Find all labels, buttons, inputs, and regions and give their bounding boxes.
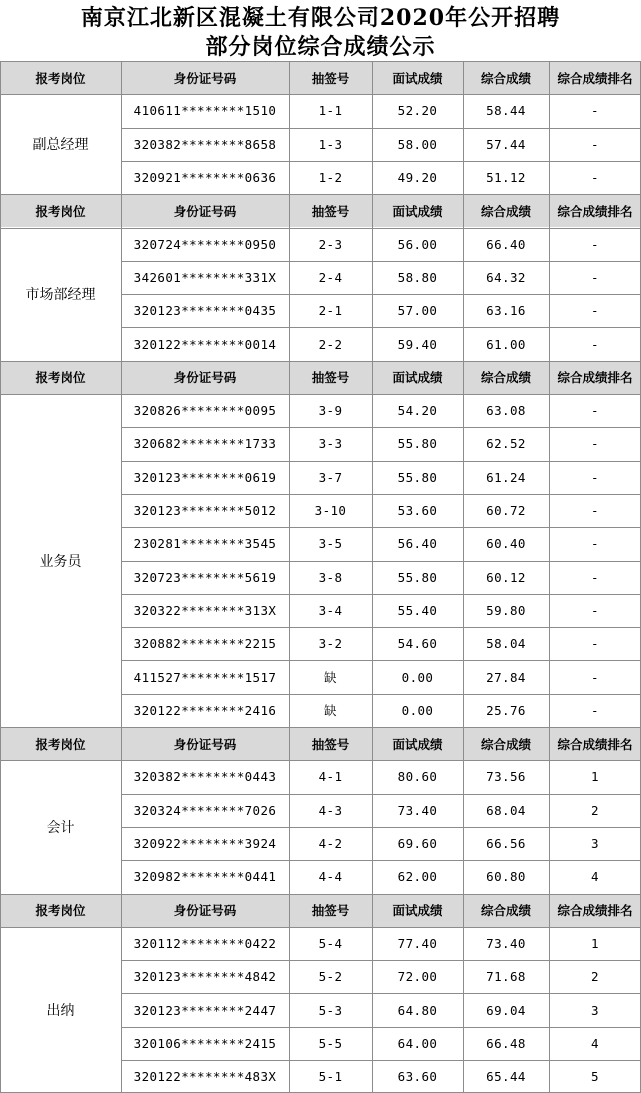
draw-number: 3-4 bbox=[318, 602, 343, 618]
draw-number: 3-2 bbox=[318, 636, 343, 652]
grid-line bbox=[0, 228, 641, 229]
draw-number: 3-3 bbox=[318, 436, 343, 452]
composite-rank: - bbox=[591, 702, 599, 718]
header-interview-score: 面试成绩 bbox=[372, 894, 463, 927]
id-number: 320322********313X bbox=[133, 602, 277, 618]
page-subtitle: 部分岗位综合成绩公示 bbox=[205, 34, 436, 60]
interview-score: 69.60 bbox=[397, 836, 438, 852]
draw-number: 1-1 bbox=[318, 103, 343, 119]
grid-line bbox=[121, 461, 641, 462]
composite-score: 68.04 bbox=[486, 802, 526, 818]
composite-score: 59.80 bbox=[486, 602, 526, 618]
grid-line bbox=[0, 760, 641, 761]
id-number: 230281********3545 bbox=[133, 536, 277, 552]
id-number: 320723********5619 bbox=[133, 569, 277, 585]
interview-score: 53.60 bbox=[397, 503, 438, 519]
grid-line bbox=[121, 660, 641, 661]
composite-rank: - bbox=[591, 536, 599, 552]
id-number: 320982********0441 bbox=[133, 869, 277, 885]
composite-score: 27.84 bbox=[486, 669, 526, 685]
composite-score: 66.40 bbox=[486, 236, 526, 252]
draw-number: 2-4 bbox=[318, 269, 343, 285]
id-number: 320826********0095 bbox=[133, 403, 277, 419]
composite-rank: - bbox=[591, 103, 599, 119]
grid-line bbox=[0, 194, 641, 195]
composite-rank: - bbox=[591, 303, 599, 319]
draw-number: 4-4 bbox=[318, 869, 343, 885]
interview-score: 64.00 bbox=[397, 1035, 438, 1051]
interview-score: 52.20 bbox=[397, 103, 438, 119]
interview-score: 73.40 bbox=[397, 802, 438, 818]
id-number: 320324********7026 bbox=[133, 802, 277, 818]
grid-line bbox=[121, 61, 122, 1093]
grid-line bbox=[549, 61, 550, 1093]
header-composite-score: 综合成绩 bbox=[463, 361, 549, 394]
id-number: 320122********483X bbox=[133, 1069, 277, 1085]
id-number: 320122********0014 bbox=[133, 336, 277, 352]
composite-score: 64.32 bbox=[486, 269, 526, 285]
interview-score: 54.20 bbox=[397, 403, 438, 419]
draw-number: 1-2 bbox=[318, 170, 343, 186]
interview-score: 55.80 bbox=[397, 469, 438, 485]
id-number: 320382********0443 bbox=[133, 769, 277, 785]
header-draw-number: 抽签号 bbox=[289, 727, 372, 760]
id-number: 342601********331X bbox=[133, 269, 277, 285]
id-number: 320882********2215 bbox=[133, 636, 277, 652]
draw-number: 3-10 bbox=[314, 503, 347, 519]
header-id-number: 身份证号码 bbox=[121, 194, 289, 227]
composite-rank: - bbox=[591, 269, 599, 285]
draw-number: 3-5 bbox=[318, 536, 343, 552]
header-composite-rank: 综合成绩排名 bbox=[549, 194, 641, 227]
draw-number: 3-7 bbox=[318, 469, 343, 485]
interview-score: 49.20 bbox=[397, 170, 438, 186]
id-number: 320921********0636 bbox=[133, 170, 277, 186]
header-interview-score: 面试成绩 bbox=[372, 194, 463, 227]
composite-score: 65.44 bbox=[486, 1069, 526, 1085]
position-name: 市场部经理 bbox=[25, 287, 96, 304]
composite-rank: - bbox=[591, 170, 599, 186]
grid-line bbox=[463, 61, 464, 1093]
id-number: 320112********0422 bbox=[133, 935, 277, 951]
header-position: 报考岗位 bbox=[0, 361, 121, 394]
header-interview-score: 面试成绩 bbox=[372, 61, 463, 94]
draw-number: 5-1 bbox=[318, 1069, 343, 1085]
composite-score: 58.44 bbox=[486, 103, 526, 119]
draw-number: 4-1 bbox=[318, 769, 343, 785]
composite-rank: - bbox=[591, 569, 599, 585]
composite-rank: - bbox=[591, 403, 599, 419]
header-position: 报考岗位 bbox=[0, 727, 121, 760]
composite-rank: 4 bbox=[591, 1035, 599, 1051]
composite-score: 60.80 bbox=[486, 869, 526, 885]
composite-rank: 5 bbox=[591, 1069, 599, 1085]
interview-score: 59.40 bbox=[397, 336, 438, 352]
header-composite-score: 综合成绩 bbox=[463, 194, 549, 227]
header-interview-score: 面试成绩 bbox=[372, 727, 463, 760]
composite-rank: - bbox=[591, 469, 599, 485]
grid-line bbox=[121, 527, 641, 528]
id-number: 320682********1733 bbox=[133, 436, 277, 452]
grid-line bbox=[121, 594, 641, 595]
header-composite-score: 综合成绩 bbox=[463, 727, 549, 760]
composite-rank: - bbox=[591, 636, 599, 652]
interview-score: 55.80 bbox=[397, 436, 438, 452]
id-number: 320123********4842 bbox=[133, 969, 277, 985]
grid-line bbox=[121, 1027, 641, 1028]
composite-score: 58.04 bbox=[486, 636, 526, 652]
composite-rank: 4 bbox=[591, 869, 599, 885]
interview-score: 63.60 bbox=[397, 1069, 438, 1085]
grid-line bbox=[121, 561, 641, 562]
id-number: 320106********2415 bbox=[133, 1035, 277, 1051]
interview-score: 62.00 bbox=[397, 869, 438, 885]
composite-rank: - bbox=[591, 503, 599, 519]
id-number: 320123********2447 bbox=[133, 1002, 277, 1018]
position-name: 副总经理 bbox=[32, 137, 89, 154]
grid-line bbox=[0, 727, 641, 728]
composite-score: 66.56 bbox=[486, 836, 526, 852]
grid-line bbox=[121, 161, 641, 162]
header-composite-rank: 综合成绩排名 bbox=[549, 727, 641, 760]
composite-score: 57.44 bbox=[486, 136, 526, 152]
composite-rank: - bbox=[591, 436, 599, 452]
id-number: 320922********3924 bbox=[133, 836, 277, 852]
draw-number: 5-3 bbox=[318, 1002, 343, 1018]
grid-line bbox=[121, 827, 641, 828]
header-draw-number: 抽签号 bbox=[289, 894, 372, 927]
header-composite-rank: 综合成绩排名 bbox=[549, 894, 641, 927]
interview-score: 55.40 bbox=[397, 602, 438, 618]
grid-line bbox=[121, 427, 641, 428]
id-number: 320123********0435 bbox=[133, 303, 277, 319]
grid-line bbox=[121, 627, 641, 628]
results-table bbox=[0, 61, 641, 1083]
composite-rank: - bbox=[591, 669, 599, 685]
interview-score: 64.80 bbox=[397, 1002, 438, 1018]
id-number: 320123********0619 bbox=[133, 469, 277, 485]
interview-score: 57.00 bbox=[397, 303, 438, 319]
composite-score: 71.68 bbox=[486, 969, 526, 985]
interview-score: 56.00 bbox=[397, 236, 438, 252]
composite-rank: - bbox=[591, 602, 599, 618]
composite-score: 73.40 bbox=[486, 935, 526, 951]
interview-score: 58.00 bbox=[397, 136, 438, 152]
composite-score: 51.12 bbox=[486, 170, 526, 186]
interview-score: 55.80 bbox=[397, 569, 438, 585]
header-composite-rank: 综合成绩排名 bbox=[549, 61, 641, 94]
grid-line bbox=[121, 327, 641, 328]
interview-score: 0.00 bbox=[401, 702, 434, 718]
interview-score: 80.60 bbox=[397, 769, 438, 785]
composite-rank: 2 bbox=[591, 969, 599, 985]
composite-rank: - bbox=[591, 136, 599, 152]
header-position: 报考岗位 bbox=[0, 194, 121, 227]
interview-score: 72.00 bbox=[397, 969, 438, 985]
draw-number: 5-2 bbox=[318, 969, 343, 985]
composite-rank: 3 bbox=[591, 836, 599, 852]
interview-score: 0.00 bbox=[401, 669, 434, 685]
page-title: 南京江北新区混凝土有限公司2020年公开招聘 bbox=[80, 5, 561, 31]
composite-score: 61.24 bbox=[486, 469, 526, 485]
header-position: 报考岗位 bbox=[0, 894, 121, 927]
composite-score: 61.00 bbox=[486, 336, 526, 352]
draw-number: 5-5 bbox=[318, 1035, 343, 1051]
grid-line bbox=[0, 94, 641, 95]
header-composite-score: 综合成绩 bbox=[463, 61, 549, 94]
draw-number: 4-2 bbox=[318, 836, 343, 852]
composite-score: 62.52 bbox=[486, 436, 526, 452]
position-name: 业务员 bbox=[39, 553, 82, 570]
id-number: 320123********5012 bbox=[133, 503, 277, 519]
header-id-number: 身份证号码 bbox=[121, 727, 289, 760]
grid-line bbox=[121, 128, 641, 129]
composite-score: 66.48 bbox=[486, 1035, 526, 1051]
composite-score: 69.04 bbox=[486, 1002, 526, 1018]
interview-score: 56.40 bbox=[397, 536, 438, 552]
grid-line bbox=[0, 361, 641, 362]
draw-number: 5-4 bbox=[318, 935, 343, 951]
composite-score: 63.08 bbox=[486, 403, 526, 419]
grid-line bbox=[121, 294, 641, 295]
composite-score: 25.76 bbox=[486, 702, 526, 718]
grid-line bbox=[0, 927, 641, 928]
header-interview-score: 面试成绩 bbox=[372, 361, 463, 394]
draw-number: 1-3 bbox=[318, 136, 343, 152]
grid-line bbox=[0, 394, 641, 395]
draw-number: 4-3 bbox=[318, 802, 343, 818]
id-number: 320122********2416 bbox=[133, 702, 277, 718]
header-draw-number: 抽签号 bbox=[289, 194, 372, 227]
composite-score: 60.40 bbox=[486, 536, 526, 552]
grid-line bbox=[121, 494, 641, 495]
composite-rank: 1 bbox=[591, 769, 599, 785]
grid-line bbox=[121, 261, 641, 262]
grid-line bbox=[121, 694, 641, 695]
draw-number: 缺 bbox=[324, 703, 337, 719]
header-id-number: 身份证号码 bbox=[121, 894, 289, 927]
grid-line bbox=[121, 1060, 641, 1061]
composite-score: 73.56 bbox=[486, 769, 526, 785]
draw-number: 2-3 bbox=[318, 236, 343, 252]
interview-score: 58.80 bbox=[397, 269, 438, 285]
header-id-number: 身份证号码 bbox=[121, 361, 289, 394]
grid-line bbox=[372, 61, 373, 1093]
position-name: 出纳 bbox=[46, 1003, 75, 1020]
id-number: 411527********1517 bbox=[133, 669, 277, 685]
draw-number: 缺 bbox=[324, 670, 337, 686]
draw-number: 2-1 bbox=[318, 303, 343, 319]
composite-score: 60.72 bbox=[486, 503, 526, 519]
draw-number: 3-9 bbox=[318, 403, 343, 419]
header-draw-number: 抽签号 bbox=[289, 361, 372, 394]
grid-line bbox=[0, 61, 1, 1093]
composite-rank: 3 bbox=[591, 1002, 599, 1018]
composite-rank: - bbox=[591, 236, 599, 252]
id-number: 320724********0950 bbox=[133, 236, 277, 252]
header-composite-score: 综合成绩 bbox=[463, 894, 549, 927]
composite-rank: - bbox=[591, 336, 599, 352]
id-number: 410611********1510 bbox=[133, 103, 277, 119]
id-number: 320382********8658 bbox=[133, 136, 277, 152]
position-name: 会计 bbox=[46, 819, 75, 836]
composite-score: 60.12 bbox=[486, 569, 526, 585]
draw-number: 3-8 bbox=[318, 569, 343, 585]
composite-rank: 1 bbox=[591, 935, 599, 951]
grid-line bbox=[121, 860, 641, 861]
grid-line bbox=[289, 61, 290, 1093]
header-id-number: 身份证号码 bbox=[121, 61, 289, 94]
grid-line bbox=[0, 61, 641, 62]
interview-score: 77.40 bbox=[397, 935, 438, 951]
grid-line bbox=[121, 794, 641, 795]
grid-line bbox=[0, 894, 641, 895]
composite-rank: 2 bbox=[591, 802, 599, 818]
grid-line bbox=[121, 960, 641, 961]
header-draw-number: 抽签号 bbox=[289, 61, 372, 94]
header-composite-rank: 综合成绩排名 bbox=[549, 361, 641, 394]
composite-score: 63.16 bbox=[486, 303, 526, 319]
draw-number: 2-2 bbox=[318, 336, 343, 352]
grid-line bbox=[121, 993, 641, 994]
header-position: 报考岗位 bbox=[0, 61, 121, 94]
interview-score: 54.60 bbox=[397, 636, 438, 652]
